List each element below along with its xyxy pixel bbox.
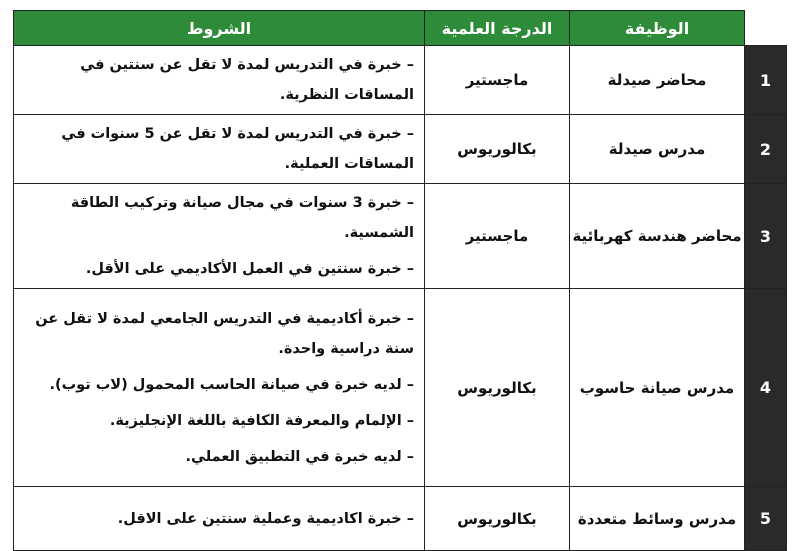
conditions <box>14 289 425 487</box>
table-row <box>14 115 787 184</box>
table-row <box>14 184 787 289</box>
conditions <box>14 46 425 115</box>
condition-item: – خبرة اكاديمية وعملية سنتين على الاقل. <box>117 510 414 527</box>
job-title: مدرس صيانة حاسوب <box>570 289 745 487</box>
degree: بكالوريوس <box>425 289 570 487</box>
degree: ماجستير <box>425 46 570 115</box>
degree: بكالوريوس <box>425 487 570 551</box>
conditions <box>14 115 425 184</box>
conditions <box>14 184 425 289</box>
condition-item: – لديه خبرة في التطبيق العملي. <box>185 448 414 465</box>
job-title: مدرس وسائط متعددة <box>570 487 745 551</box>
conditions <box>14 487 425 551</box>
row-number: 5 <box>745 487 787 551</box>
condition-item: – لديه خبرة في صيانة الحاسب المحمول (لاب توب). <box>49 376 414 393</box>
job-title: مدرس صيدلة <box>570 115 745 184</box>
table-row <box>14 289 787 487</box>
header-corner <box>745 11 787 46</box>
condition-item: – الإلمام والمعرفة الكافية باللغة الإنجليزية. <box>109 412 414 429</box>
condition-item: – خبرة سنتين في العمل الأكاديمي على الأقل. <box>85 261 414 277</box>
job-title: محاضر صيدلة <box>570 46 745 115</box>
job-title: محاضر هندسة كهربائية <box>570 184 745 289</box>
row-number: 4 <box>745 289 787 487</box>
row-number: 1 <box>745 46 787 115</box>
header-job: الوظيفة <box>570 11 745 46</box>
header-degree: الدرجة العلمية <box>425 11 570 46</box>
table-header <box>14 11 787 46</box>
degree: ماجستير <box>425 184 570 289</box>
table-row <box>14 487 787 551</box>
row-number: 2 <box>745 115 787 184</box>
table-row <box>14 46 787 115</box>
header-conditions: الشروط <box>14 11 425 46</box>
condition-item: – خبرة في التدريس لمدة لا تقل عن سنتين في المساقات النظرية. <box>80 57 414 103</box>
jobs-table <box>13 10 787 551</box>
header-row <box>14 11 787 46</box>
degree: بكالوريوس <box>425 115 570 184</box>
condition-item: – خبرة في التدريس لمدة لا تقل عن 5 سنوات في المساقات العملية. <box>61 126 414 172</box>
row-number: 3 <box>745 184 787 289</box>
condition-item: – خبرة 3 سنوات في مجال صيانة وتركيب الطاقة الشمسية. <box>70 195 414 241</box>
condition-item: – خبرة أكاديمية في التدريس الجامعي لمدة لا تقل عن سنة دراسية واحدة. <box>35 310 414 357</box>
